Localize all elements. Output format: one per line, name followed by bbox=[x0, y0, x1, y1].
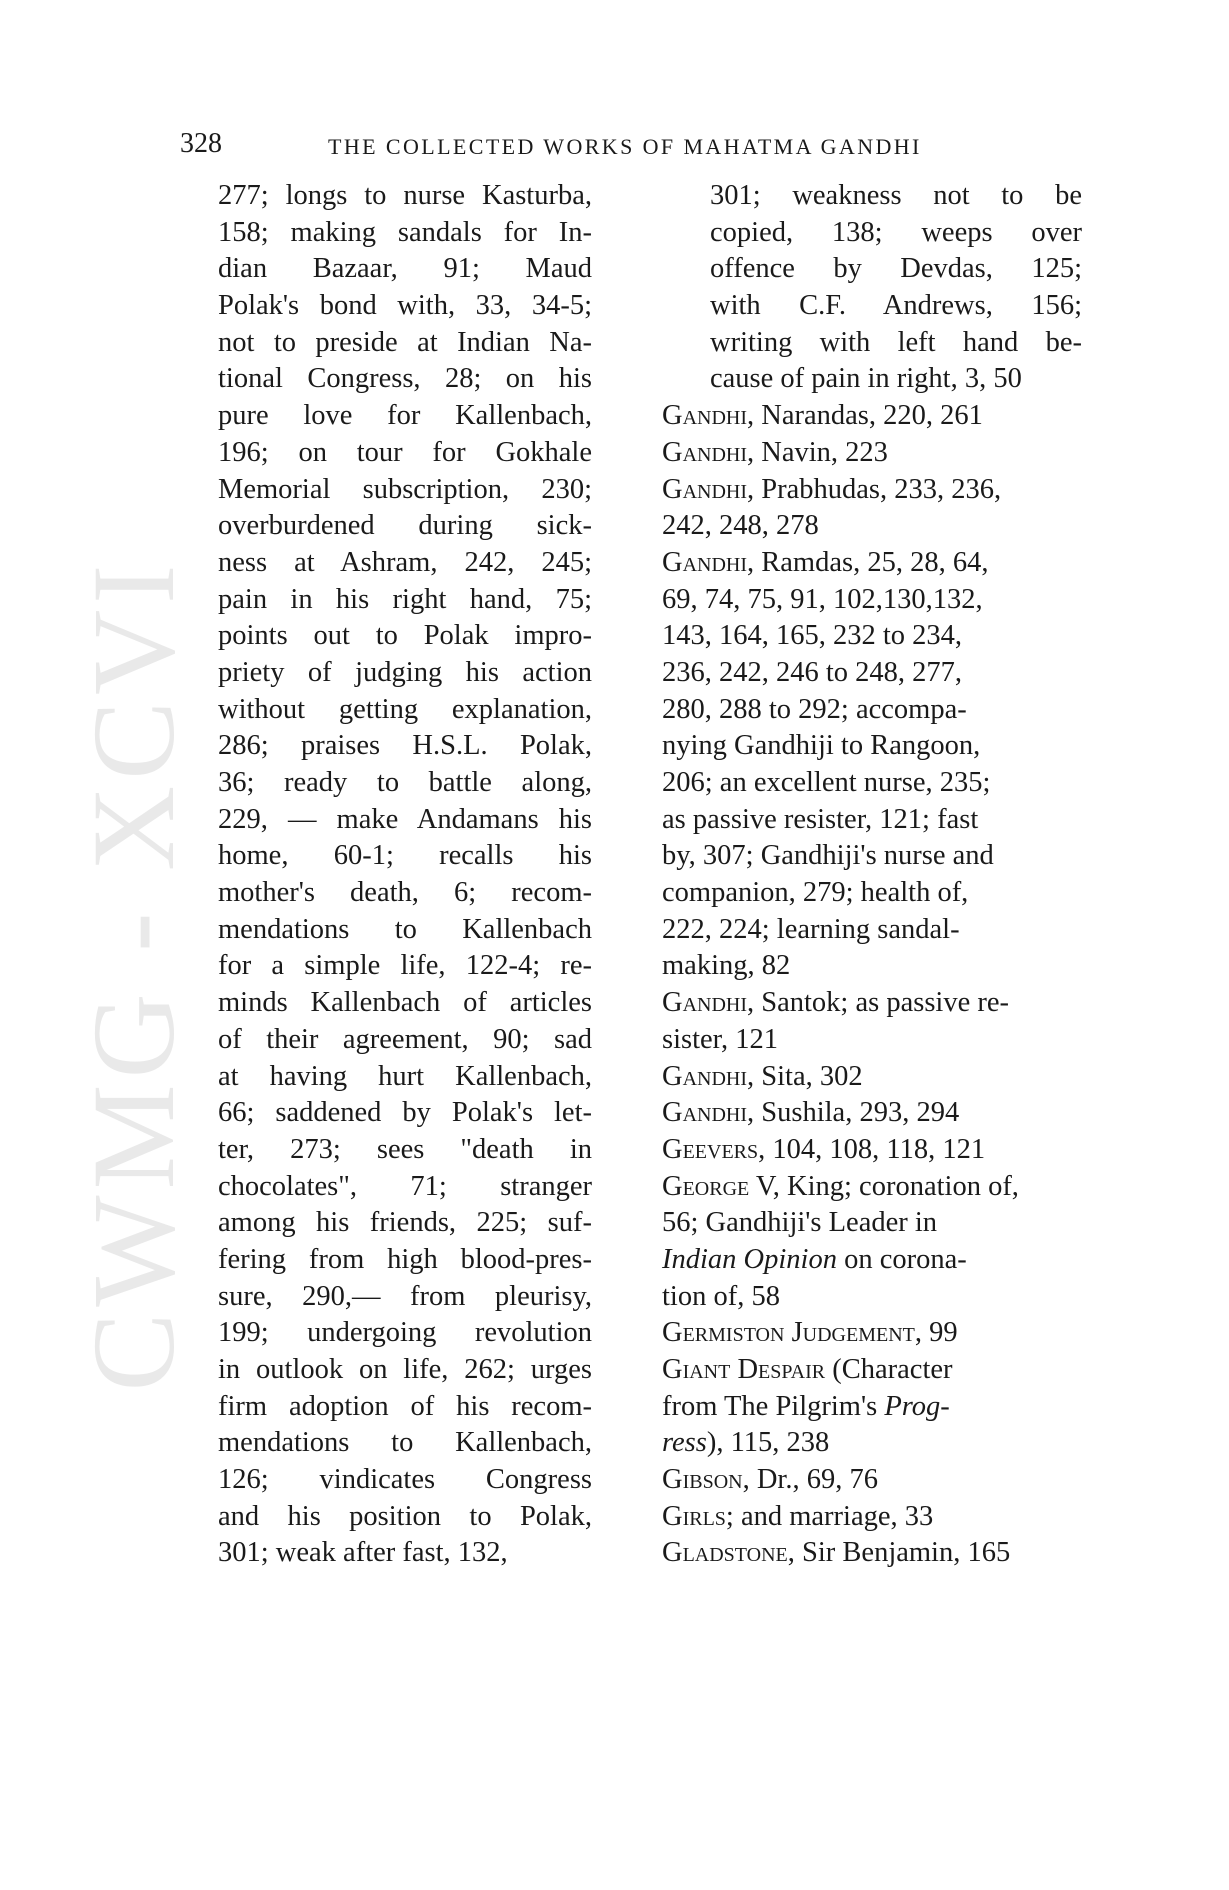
index-line: pain in his right hand, 75; bbox=[218, 583, 592, 615]
index-entry: Giant Despair (Character from The Pilgrim's Prog- ress), 115, 238 bbox=[662, 1354, 953, 1459]
index-line: firm adoption of his recom- bbox=[218, 1390, 592, 1422]
index-entry: Gandhi, Sushila, 293, 294 bbox=[662, 1097, 960, 1129]
index-line: 301; weakness not to be bbox=[710, 180, 1082, 211]
index-line: Polak's bond with, 33, 34-5; bbox=[218, 290, 592, 322]
index-entry: Girls; and marriage, 33 bbox=[662, 1500, 934, 1532]
index-line: mother's death, 6; recom- bbox=[218, 877, 592, 909]
index-line: priety of judging his action bbox=[218, 656, 592, 688]
index-line: not to preside at Indian Na- bbox=[218, 326, 592, 358]
index-line: without getting explanation, bbox=[218, 693, 592, 725]
index-entry: Gandhi, Navin, 223 bbox=[662, 436, 888, 468]
index-line: 286; praises H.S.L. Polak, bbox=[218, 730, 592, 762]
index-line: and his position to Polak, bbox=[218, 1500, 592, 1532]
index-line: of their agreement, 90; sad bbox=[218, 1023, 592, 1055]
index-line: 199; undergoing revolution bbox=[218, 1317, 592, 1349]
index-line: 229, — make Andamans his bbox=[218, 803, 592, 835]
running-title: THE COLLECTED WORKS OF MAHATMA GANDHI bbox=[328, 134, 922, 159]
index-entry: Gibson, Dr., 69, 76 bbox=[662, 1464, 878, 1496]
index-entry: Germiston Judgement, 99 bbox=[662, 1317, 958, 1349]
index-line: for a simple life, 122-4; re- bbox=[218, 950, 592, 982]
index-line: offence by Devdas, 125; bbox=[710, 253, 1082, 285]
index-line: minds Kallenbach of articles bbox=[218, 987, 592, 1019]
index-line: 158; making sandals for In- bbox=[218, 216, 592, 248]
index-line: among his friends, 225; suf- bbox=[218, 1207, 592, 1239]
continuation-block bbox=[662, 178, 1082, 398]
index-line: writing with left hand be- bbox=[710, 326, 1082, 358]
index-line: dian Bazaar, 91; Maud bbox=[218, 253, 592, 285]
index-line: chocolates", 71; stranger bbox=[218, 1170, 592, 1202]
index-entry: Gandhi, Narandas, 220, 261 bbox=[662, 400, 983, 432]
index-line: 277; longs to nurse Kasturba, bbox=[218, 180, 592, 211]
index-line: cause of pain in right, 3, 50 bbox=[710, 363, 1022, 395]
index-line: mendations to Kallenbach bbox=[218, 913, 592, 945]
index-line: overburdened during sick- bbox=[218, 510, 592, 542]
index-line: home, 60-1; recalls his bbox=[218, 840, 592, 872]
index-line: in outlook on life, 262; urges bbox=[218, 1354, 592, 1385]
page-header bbox=[180, 128, 1040, 168]
index-line: points out to Polak impro- bbox=[218, 620, 592, 652]
index-line: ter, 273; sees "death in bbox=[218, 1133, 592, 1165]
index-entry: Gandhi, Ramdas, 25, 28, 64, 69, 74, 75, 91, 102,130,132, 143, 164, 165, 232 to 234, 236, 242, 246 to 248, 277, 280, 288 to 292; accompa- nying Gandhiji to Rangoon, 206; an excellent nurse, 235; as passive resister, 121; fast by, 307; Gandhiji's nurse and companion, 279; health of, 222, 224; learning sandal- making, 82 bbox=[662, 546, 994, 982]
page-number: 328 bbox=[180, 128, 222, 159]
index-line: fering from high blood-pres- bbox=[218, 1243, 592, 1275]
index-line: 196; on tour for Gokhale bbox=[218, 436, 592, 468]
index-line: mendations to Kallenbach, bbox=[218, 1427, 592, 1459]
index-line: at having hurt Kallenbach, bbox=[218, 1060, 592, 1092]
index-line: sure, 290,— from pleurisy, bbox=[218, 1280, 592, 1312]
index-line: 36; ready to battle along, bbox=[218, 767, 592, 798]
watermark: CWMG - XCVI bbox=[68, 558, 199, 1392]
index-line: with C.F. Andrews, 156; bbox=[710, 290, 1082, 322]
index-entry: George V, King; coronation of, 56; Gandhiji's Leader in Indian Opinion on corona- tion of, 58 bbox=[662, 1170, 1019, 1312]
index-entry: Gandhi, Prabhudas, 233, 236, 242, 248, 278 bbox=[662, 473, 1002, 542]
index-line: Memorial subscription, 230; bbox=[218, 473, 592, 505]
index-line: 301; weak after fast, 132, bbox=[218, 1537, 508, 1569]
right-column bbox=[662, 178, 1082, 1572]
index-line: 66; saddened by Polak's let- bbox=[218, 1097, 592, 1129]
index-line: 126; vindicates Congress bbox=[218, 1464, 592, 1496]
index-entry: Geevers, 104, 108, 118, 121 bbox=[662, 1133, 986, 1165]
index-entry: Gandhi, Sita, 302 bbox=[662, 1060, 863, 1092]
index-line: copied, 138; weeps over bbox=[710, 216, 1082, 248]
index-line: tional Congress, 28; on his bbox=[218, 363, 592, 395]
index-line: pure love for Kallenbach, bbox=[218, 400, 592, 432]
index-line: ness at Ashram, 242, 245; bbox=[218, 546, 592, 578]
index-entry: Gandhi, Santok; as passive re- sister, 121 bbox=[662, 987, 1009, 1055]
left-column bbox=[218, 178, 592, 1572]
index-entry: Gladstone, Sir Benjamin, 165 bbox=[662, 1537, 1011, 1569]
